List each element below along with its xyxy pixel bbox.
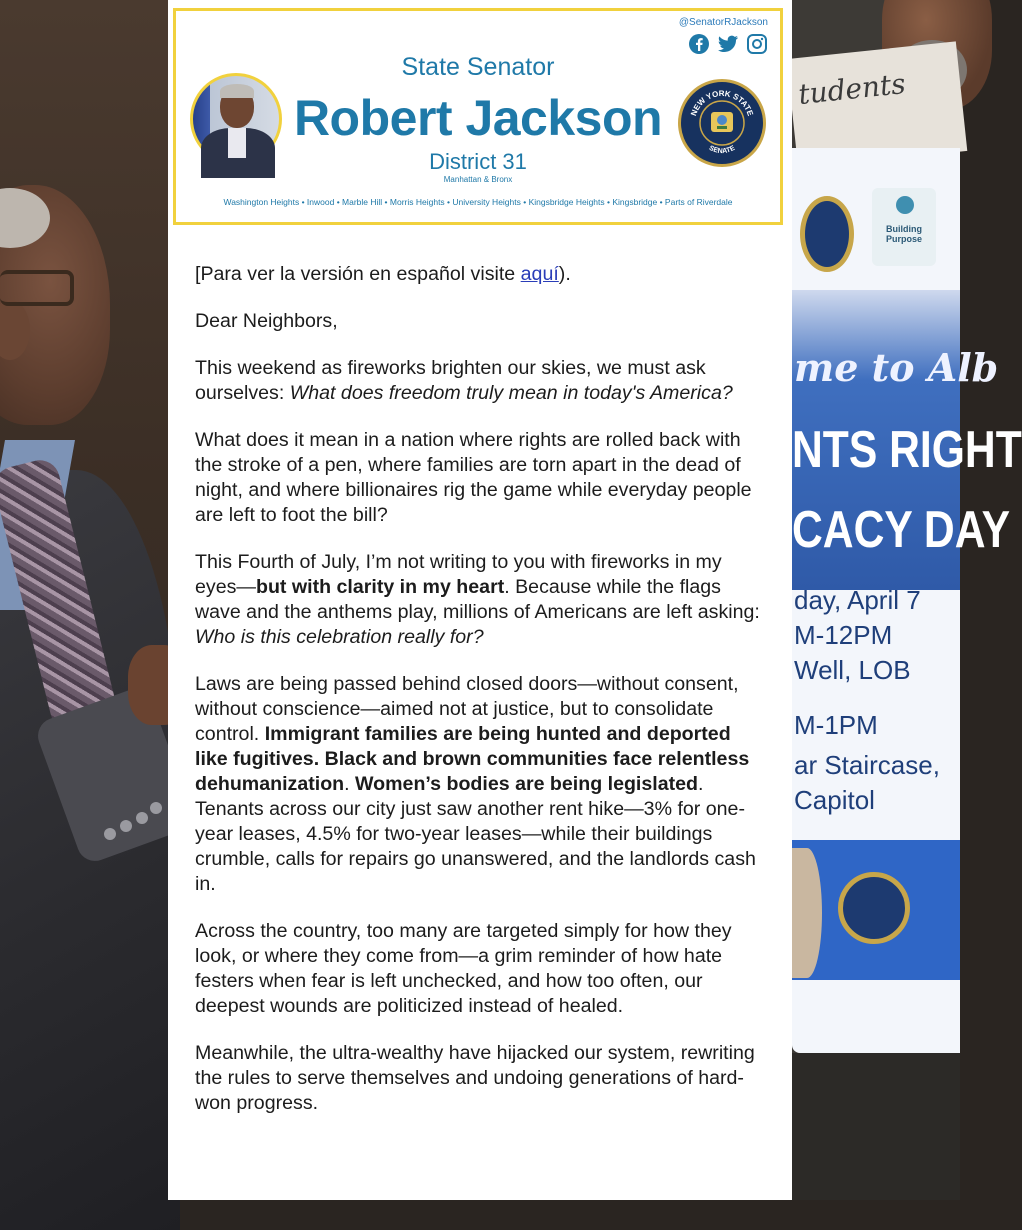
poster-line: CACY DAY (792, 501, 1011, 559)
building-purpose-logo (872, 188, 936, 266)
glasses (0, 270, 74, 306)
p1-text: This weekend as fireworks brighten our skies, we must ask ourselves: (195, 357, 706, 404)
paragraph-2: What does it mean in a nation where rights are rolled back with the stroke of a pen, where families are torn apart in the dead of night, and where billionaires rig the game while everyday people are left to foot the bill? (195, 429, 752, 526)
newsletter-body (195, 262, 765, 1138)
p3-text: This Fourth of July, I’m not writing to you with fireworks in my eyes— (195, 551, 722, 598)
poster-seal-bottom (838, 872, 910, 944)
paragraph-3 (195, 550, 765, 650)
senator-name: Robert Jackson (293, 90, 663, 146)
spanish-version-link[interactable]: aquí (520, 263, 559, 285)
poster-seal (800, 196, 854, 272)
sleeve-button (150, 802, 162, 814)
social-handle[interactable]: @SenatorRJackson (678, 17, 768, 28)
spanish-version-notice (195, 262, 765, 287)
p4-text-3: . Tenants across our city just saw another rent hike—3% for one-year leases, 4.5% for two-year leases—while their buildings crumble, calls for repairs go unanswered, and the landlords cash in. (195, 773, 756, 895)
seal-text-bottom: SENATE (707, 144, 737, 156)
p3-text-2: . Because while the flags wave and the anthems play, millions of Americans are left asking: (195, 576, 760, 623)
social-icons (688, 33, 768, 55)
poster-line: me to Alb (794, 345, 999, 390)
p4-text: Laws are being passed behind closed doors—without consent, without conscience—aimed not at justice, but to consolidate control. (195, 673, 739, 745)
poster-line: NTS RIGHT (792, 421, 1022, 479)
greeting: Dear Neighbors, (195, 310, 338, 332)
twitter-icon[interactable] (717, 33, 739, 55)
neighborhoods: Washington Heights • Inwood • Marble Hill • Morris Heights • University Heights • Kingsbridge Heights • Kingsbridge • Parts of Riverdale (223, 197, 733, 207)
title-prefix: State Senator (401, 53, 555, 81)
p4-bold-2: Women’s bodies are being legislated (355, 773, 699, 795)
district: District 31 (429, 149, 527, 174)
instagram-icon[interactable] (746, 33, 768, 55)
poster-info: Well, LOB (794, 655, 911, 685)
paragraph-4 (195, 672, 765, 897)
paragraph-6: Meanwhile, the ultra-wealthy have hijacked our system, rewriting the rules to serve themselves and undoing generations of hard-won progress. (195, 1042, 755, 1114)
sleeve-button (120, 820, 132, 832)
background-photo-left (0, 0, 168, 1200)
sleeve-button (136, 812, 148, 824)
newsletter-card (168, 0, 792, 1200)
poster-info: day, April 7 (794, 585, 921, 615)
poster-info: M-1PM (794, 710, 878, 740)
poster-info: Capitol (794, 785, 875, 815)
sleeve-button (104, 828, 116, 840)
newsletter-header (173, 8, 783, 225)
poster-info: ar Staircase, (794, 750, 940, 780)
logo-caption: Building Purpose (885, 224, 922, 244)
p4-text-2: . (344, 773, 356, 795)
facebook-icon[interactable] (688, 33, 710, 55)
floor (792, 1053, 960, 1200)
paragraph-5: Across the country, too many are targeted simply for how they look, or where they come from—a grim reminder of how hate festers when fear is left unchecked, and how too often, our deepest wounds are politicized instead of healed. (195, 920, 732, 1017)
background-photo-right (792, 0, 1022, 1200)
ny-senate-seal-icon (678, 79, 766, 167)
seal-text-top: NEW YORK STATE (689, 88, 755, 118)
p3-bold: but with clarity in my heart (255, 576, 505, 598)
subregion: Manhattan & Bronx (443, 175, 513, 184)
poster-info: M-12PM (794, 620, 893, 650)
p4-bold: Immigrant families are being hunted and deported like fugitives. Black and brown communities face relentless dehumanization (195, 723, 750, 795)
notice-suffix: ). (558, 263, 571, 285)
poster-photo (792, 848, 822, 978)
handwritten-sign: tudents (787, 41, 968, 168)
p3-italic: Who is this celebration really for? (195, 626, 484, 648)
paragraph-1 (195, 356, 765, 406)
svg-text:SENATE (708, 145, 737, 155)
p1-italic: What does freedom truly mean in today's America? (289, 382, 733, 404)
notice-text: [Para ver la versión en español visite (195, 263, 521, 285)
